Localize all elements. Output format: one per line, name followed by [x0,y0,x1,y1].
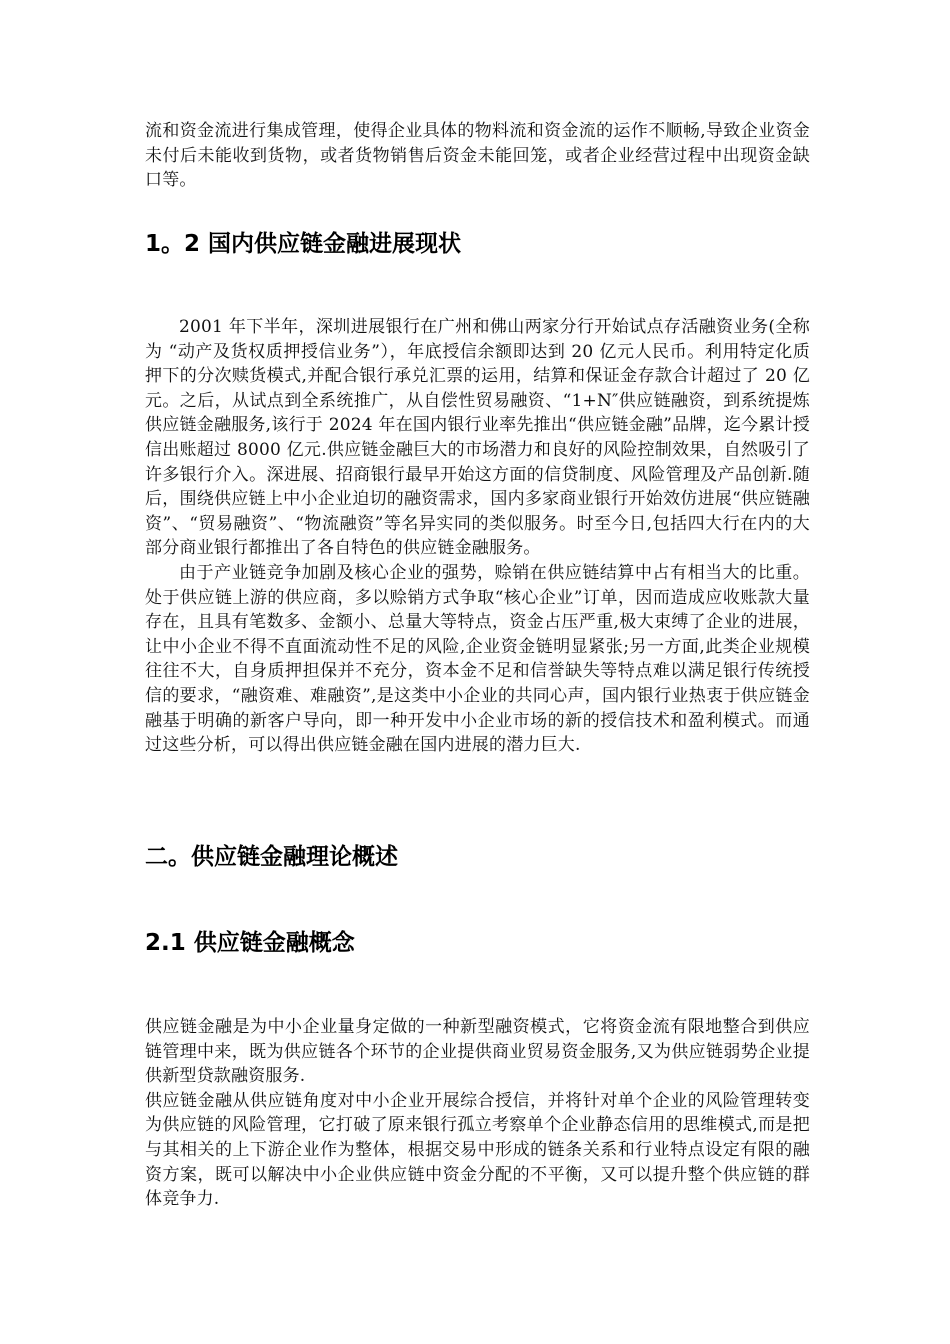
section-1-2-heading: 1。2 国内供应链金融进展现状 [145,231,462,257]
intro-section [145,119,810,193]
section-2-1-paragraph-1: 供应链金融是为中小企业量身定做的一种新型融资模式，它将资金流有限地整合到供应链管理中来，既为供应链各个环节的企业提供商业贸易资金服务,又为供应链弱势企业提供新型贷款融资服务. [145,1017,810,1087]
section-2-header [145,842,810,872]
section-2-heading: 二。供应链金融理论概述 [145,844,398,870]
section-2-1-body [145,1015,810,1212]
section-1-2-paragraph-1: 2001 年下半年，深圳进展银行在广州和佛山两家分行开始试点存活融资业务(全称为 “动产及货权质押授信业务”），年底授信余额即达到 20 亿元人民币。利用特定化质押下的分次赎货模式,并配合银行承兑汇票的运用，结算和保证金存款合计超过了 20 亿元。之后，从试点到全系统推广，从自偿性贸易融资、“1+N″供应链融资，到系统提炼供应链金融服务,该行于 2024 年在国内银行业率先推出“供应链金融”品牌，迄今累计授信出账超过 8000 亿元.供应链金融巨大的市场潜力和良好的风险控制效果，自然吸引了许多银行介入。深进展、招商银行最早开始这方面的信贷制度、风险管理及产品创新.随后，围绕供应链上中小企业迫切的融资需求，国内多家商业银行开始效仿进展“供应链融资”、“贸易融资”、“物流融资”等名异实同的类似服务。时至今日,包括四大行在内的大部分商业银行都推出了各自特色的供应链金融服务。 [145,317,810,559]
intro-paragraph: 流和资金流进行集成管理，使得企业具体的物料流和资金流的运作不顺畅,导致企业资金未付后未能收到货物，或者货物销售后资金未能回笼，或者企业经营过程中出现资金缺口等。 [145,121,810,191]
section-1-2-header [145,229,810,259]
section-2-1-paragraph-2: 供应链金融从供应链角度对中小企业开展综合授信，并将针对单个企业的风险管理转变为供应链的风险管理，它打破了原来银行孤立考察单个企业静态信用的思维模式,而是把与其相关的上下游企业作为整体，根据交易中形成的链条关系和行业特点设定有限的融资方案，既可以解决中小企业供应链中资金分配的不平衡，又可以提升整个供应链的群体竞争力. [145,1090,810,1210]
section-2-1-heading: 2.1 供应链金融概念 [145,930,355,956]
section-2-1-header [145,928,810,958]
section-1-2-body [145,315,810,758]
section-1-2-paragraph-2: 由于产业链竞争加剧及核心企业的强势，赊销在供应链结算中占有相当大的比重。处于供应链上游的供应商，多以赊销方式争取“核心企业”订单，因而造成应收账款大量存在，且具有笔数多、金额小、总量大等特点，资金占压严重,极大束缚了企业的进展，让中小企业不得不直面流动性不足的风险,企业资金链明显紧张;另一方面,此类企业规模往往不大，自身质押担保并不充分，资本金不足和信誉缺失等特点难以满足银行传统授信的要求，“融资难、难融资”,是这类中小企业的共同心声，国内银行业热衷于供应链金融基于明确的新客户导向，即一种开发中小企业市场的新的授信技术和盈利模式。而通过这些分析，可以得出供应链金融在国内进展的潜力巨大. [145,562,810,756]
